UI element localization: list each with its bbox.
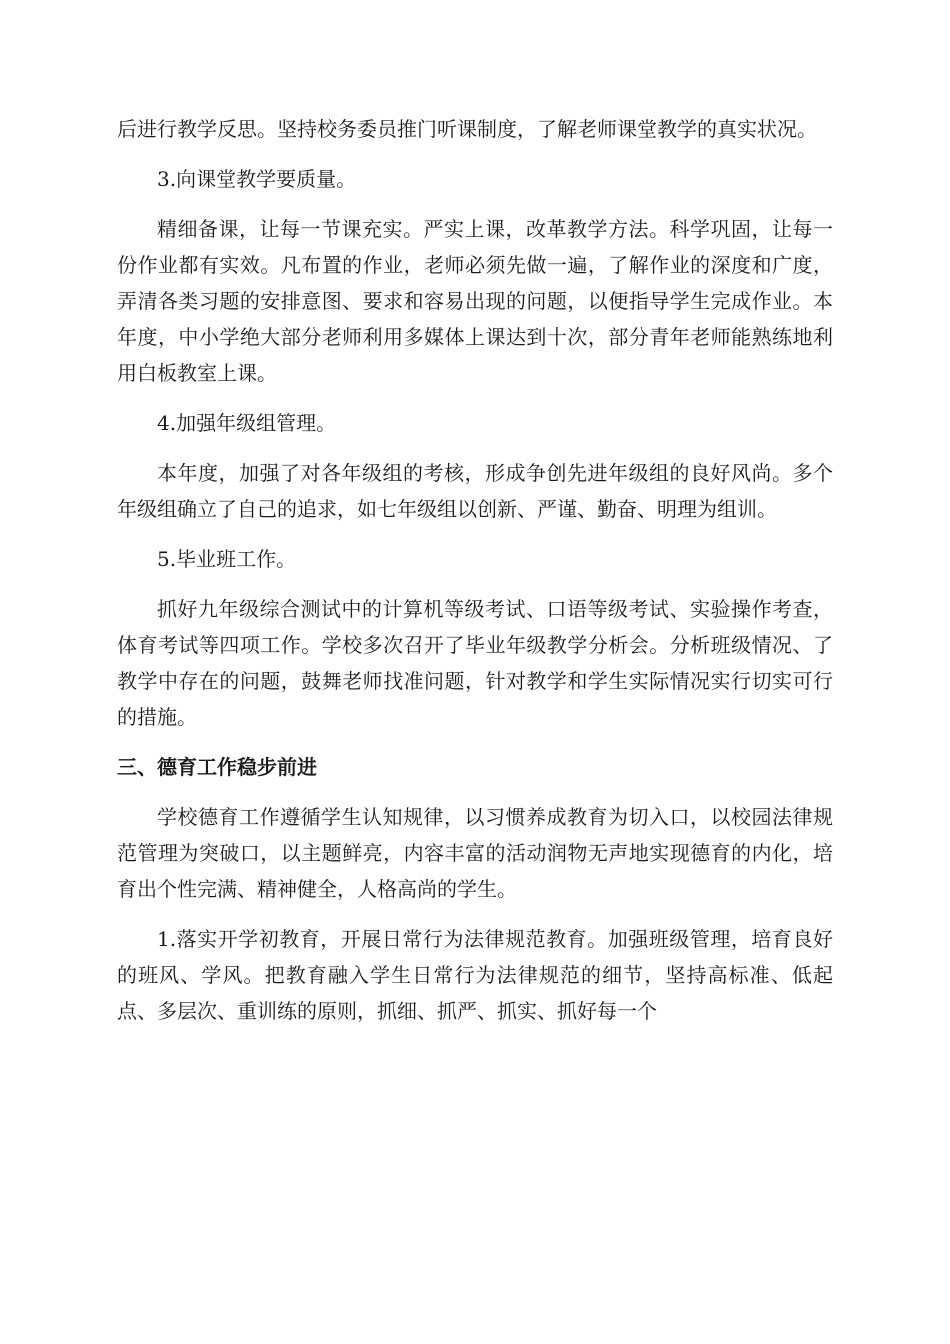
document-body bbox=[117, 111, 833, 1029]
subheading-classroom-quality: 3.向课堂教学要质量。 bbox=[157, 167, 357, 191]
paragraph-graduating-class: 抓好九年级综合测试中的计算机等级考试、口语等级考试、实验操作考查，体育考试等四项工作。学校多次召开了毕业年级教学分析会。分析班级情况、了教学中存在的问题，鼓舞老师找准问题，针对教学和学生实际情况实行切实可行的措施。 bbox=[117, 597, 833, 729]
paragraph-moral-education: 学校德育工作遵循学生认知规律，以习惯养成教育为切入口，以校园法律规范管理为突破口，以主题鲜亮，内容丰富的活动润物无声地实现德育的内化，培育出个性完满、精神健全，人格高尚的学生。 bbox=[117, 805, 833, 901]
subheading-graduating-class: 5.毕业班工作。 bbox=[157, 547, 297, 571]
paragraph-continuation: 后进行教学反思。坚持校务委员推门听课制度，了解老师课堂教学的真实状况。 bbox=[117, 117, 817, 141]
subheading-grade-group-management: 4.加强年级组管理。 bbox=[157, 411, 337, 435]
paragraph-lesson-preparation: 精细备课，让每一节课充实。严实上课，改革教学方法。科学巩固，让每一份作业都有实效。凡布置的作业，老师必须先做一遍，了解作业的深度和广度，弄清各类习题的安排意图、要求和容易出现的问题，以便指导学生完成作业。本年度，中小学绝大部分老师利用多媒体上课达到十次，部分青年老师能熟练地利用白板教室上课。 bbox=[117, 217, 833, 385]
paragraph-school-start-education: 1.落实开学初教育，开展日常行为法律规范教育。加强班级管理，培育良好的班风、学风。把教育融入学生日常行为法律规范的细节，坚持高标准、低起点、多层次、重训练的原则，抓细、抓严、抓实、抓好每一个 bbox=[117, 927, 833, 1023]
paragraph-grade-group: 本年度，加强了对各年级组的考核，形成争创先进年级组的良好风尚。多个年级组确立了自己的追求，如七年级组以创新、严谨、勤奋、明理为组训。 bbox=[117, 461, 833, 521]
section-heading-moral-education: 三、德育工作稳步前进 bbox=[117, 755, 317, 779]
